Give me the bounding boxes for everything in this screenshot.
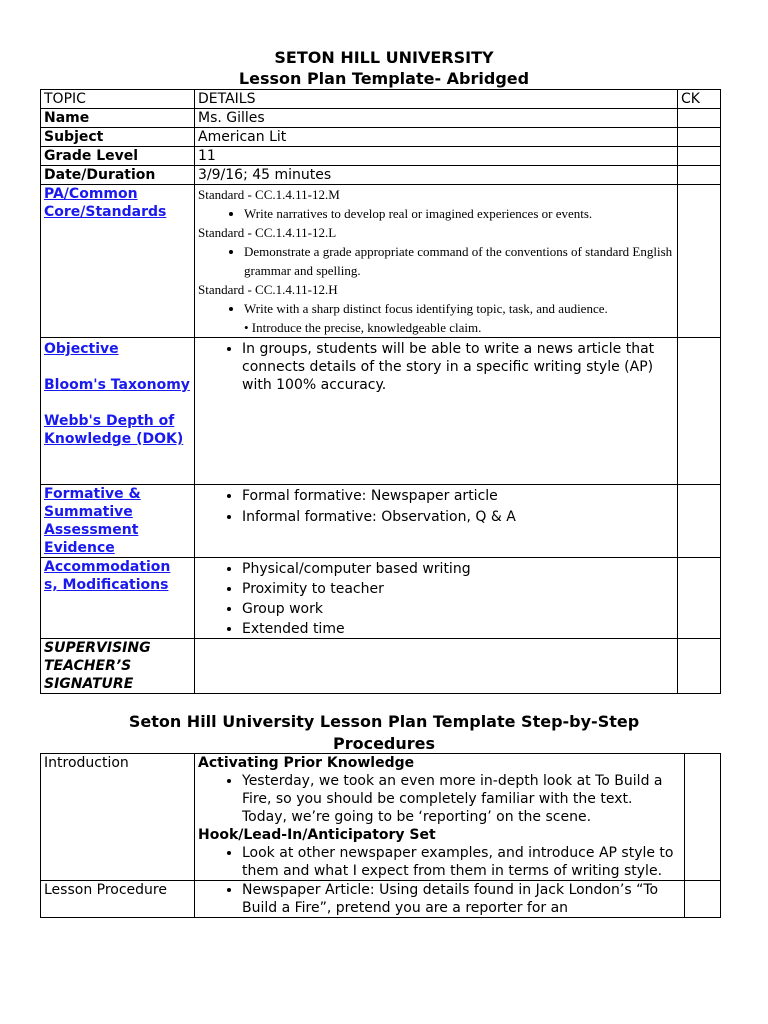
- assessment-label-cell: [41, 485, 195, 558]
- hook-item: • Look at other newspaper examples, and introduce AP style to them and what I expect from them in terms of writing style.: [242, 844, 681, 880]
- university-title: SETON HILL UNIVERSITY: [274, 48, 494, 67]
- ck-cell: [678, 128, 721, 147]
- table-row: [41, 109, 721, 128]
- accommodation-item: • Physical/computer based writing: [242, 560, 674, 578]
- assessment-link[interactable]: Formative & Summative Assessment Evidence: [44, 486, 141, 556]
- procedure-item: • Newspaper Article: Using details found in Jack London’s “To Build a Fire”, pretend you are a reporter for an: [242, 881, 681, 917]
- objective-details: [195, 338, 678, 485]
- assessment-item: • Formal formative: Newspaper article: [242, 487, 674, 505]
- introduction-details: [195, 754, 685, 881]
- standard-code: Standard - CC.1.4.11-12.M: [198, 187, 340, 202]
- ck-cell: [678, 147, 721, 166]
- accommodations-details: [195, 558, 678, 639]
- ck-cell: [685, 754, 721, 881]
- blooms-taxonomy-link[interactable]: Bloom's Taxonomy: [44, 377, 190, 393]
- date-label: Date/Duration: [41, 166, 195, 185]
- hook-heading: Hook/Lead-In/Anticipatory Set: [198, 827, 436, 843]
- ck-cell: [685, 881, 721, 918]
- ck-cell: [678, 166, 721, 185]
- steps-title-line2: Procedures: [332, 734, 436, 753]
- ck-cell: [678, 185, 721, 338]
- table-row: [41, 166, 721, 185]
- table-row: [41, 558, 721, 639]
- standards-details: [195, 185, 678, 338]
- accommodations-link[interactable]: Accommodation s, Modifications: [44, 559, 171, 593]
- accommodation-item: • Group work: [242, 600, 674, 618]
- standard-subitem: • Introduce the precise, knowledgeable claim.: [244, 320, 482, 335]
- standard-code: Standard - CC.1.4.11-12.L: [198, 225, 337, 240]
- accommodations-label-cell: [41, 558, 195, 639]
- ck-cell: [678, 558, 721, 639]
- signature-label: SUPERVISING TEACHER’S SIGNATURE: [41, 639, 195, 694]
- table-row: [41, 485, 721, 558]
- grade-value: 11: [195, 147, 678, 166]
- ck-cell: [678, 338, 721, 485]
- ck-cell: [678, 485, 721, 558]
- table-row: [41, 639, 721, 694]
- activating-item: • Yesterday, we took an even more in-depth look at To Build a Fire, so you should be completely familiar with the text. Today, we’re going to be ‘reporting’ on the scene.: [242, 772, 681, 826]
- name-value: Ms. Gilles: [195, 109, 678, 128]
- lesson-plan-table: [40, 89, 721, 694]
- standard-item: • Demonstrate a grade appropriate command of the conventions of standard English grammar and spelling.: [244, 242, 674, 280]
- template-title: Lesson Plan Template- Abridged: [238, 69, 530, 88]
- subject-label: Subject: [41, 128, 195, 147]
- objective-item: • In groups, students will be able to write a news article that connects details of the story in a specific writing style (AP) with 100% accuracy.: [242, 340, 674, 394]
- standards-link[interactable]: PA/Common Core/Standards: [44, 186, 167, 220]
- subject-value: American Lit: [195, 128, 678, 147]
- procedure-details: [195, 881, 685, 918]
- objective-label-cell: [41, 338, 195, 485]
- table-header-row: [41, 90, 721, 109]
- grade-label: Grade Level: [41, 147, 195, 166]
- table-row: [41, 881, 721, 918]
- accommodation-item: • Extended time: [242, 620, 674, 638]
- introduction-label: Introduction: [41, 754, 195, 881]
- ck-header: CK: [678, 90, 721, 109]
- ck-cell: [678, 639, 721, 694]
- details-header: DETAILS: [195, 90, 678, 109]
- standards-label-cell: [41, 185, 195, 338]
- standard-item: • Write narratives to develop real or imagined experiences or events.: [244, 204, 674, 223]
- assessment-details: [195, 485, 678, 558]
- topic-header: TOPIC: [41, 90, 195, 109]
- table-row: [41, 185, 721, 338]
- steps-title-line1: Seton Hill University Lesson Plan Template Step-by-Step: [128, 712, 640, 731]
- accommodation-item: • Proximity to teacher: [242, 580, 674, 598]
- step-by-step-table: [40, 753, 721, 918]
- signature-field[interactable]: [195, 639, 678, 694]
- table-row: [41, 754, 721, 881]
- webbs-dok-link[interactable]: Webb's Depth of Knowledge (DOK): [44, 413, 184, 447]
- objective-link[interactable]: Objective: [44, 341, 119, 357]
- date-value: 3/9/16; 45 minutes: [195, 166, 678, 185]
- assessment-item: • Informal formative: Observation, Q & A: [242, 508, 674, 526]
- procedure-label: Lesson Procedure: [41, 881, 195, 918]
- table-row: [41, 338, 721, 485]
- standard-code: Standard - CC.1.4.11-12.H: [198, 282, 338, 297]
- standard-item: • Write with a sharp distinct focus identifying topic, task, and audience.: [244, 299, 674, 318]
- activating-heading: Activating Prior Knowledge: [198, 755, 415, 771]
- ck-cell: [678, 109, 721, 128]
- table-row: [41, 147, 721, 166]
- table-row: [41, 128, 721, 147]
- name-label: Name: [41, 109, 195, 128]
